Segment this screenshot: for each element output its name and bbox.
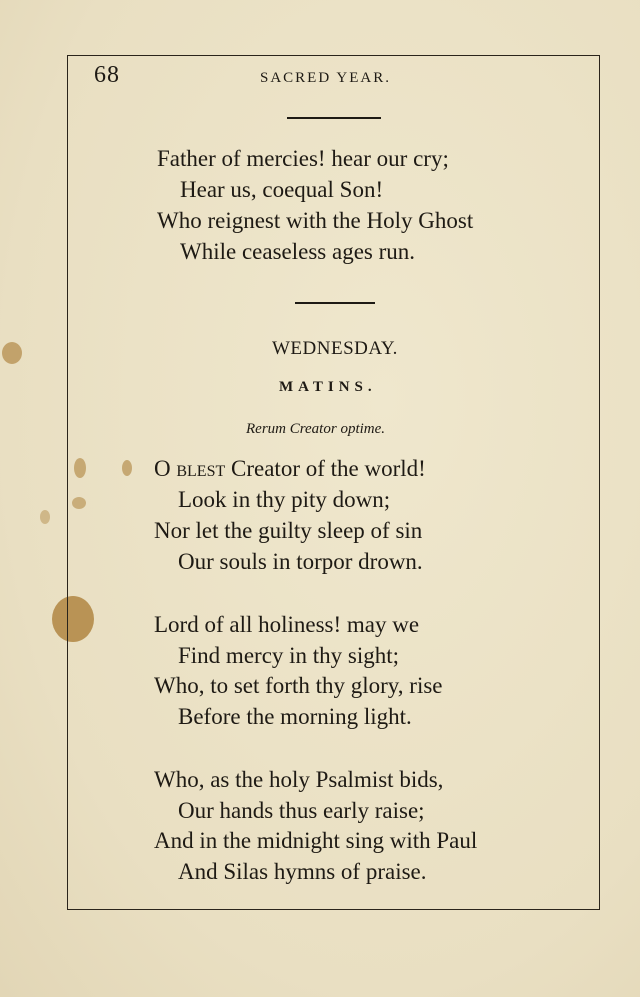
section-office-heading: MATINS. [279, 379, 377, 395]
page-number: 68 [94, 62, 120, 88]
verse-line: Father of mercies! hear our cry; [157, 146, 449, 171]
paper-stain [2, 342, 22, 364]
section-day-heading: WEDNESDAY. [272, 338, 398, 359]
verse-line: Lord of all holiness! may we [154, 612, 420, 637]
section-divider [295, 302, 375, 304]
verse-line-first [154, 456, 426, 482]
verse-line: Find mercy in thy sight; [178, 643, 400, 668]
verse-line: While ceaseless ages run. [180, 239, 416, 264]
paper-stain [40, 510, 50, 524]
verse-line: Nor let the guilty sleep of sin [154, 518, 423, 543]
verse-line: And in the midnight sing with Paul [154, 828, 478, 853]
verse-line: Who reignest with the Holy Ghost [157, 208, 474, 233]
verse-line: Our hands thus early raise; [178, 798, 425, 823]
top-divider [287, 117, 381, 119]
verse-line: Our souls in torpor drown. [178, 549, 423, 574]
latin-title: Rerum Creator optime. [246, 421, 386, 437]
verse-line: And Silas hymns of praise. [178, 859, 427, 884]
verse-line: Hear us, coequal Son! [180, 177, 384, 202]
opening-words: O blest [154, 456, 226, 481]
verse-line: Look in thy pity down; [178, 487, 391, 512]
opening-line-rest: Creator of the world! [225, 456, 426, 481]
verse-line: Who, to set forth thy glory, rise [154, 673, 443, 698]
verse-line: Who, as the holy Psalmist bids, [154, 767, 444, 792]
running-head: SACRED YEAR. [260, 70, 391, 86]
verse-line: Before the morning light. [178, 704, 412, 729]
